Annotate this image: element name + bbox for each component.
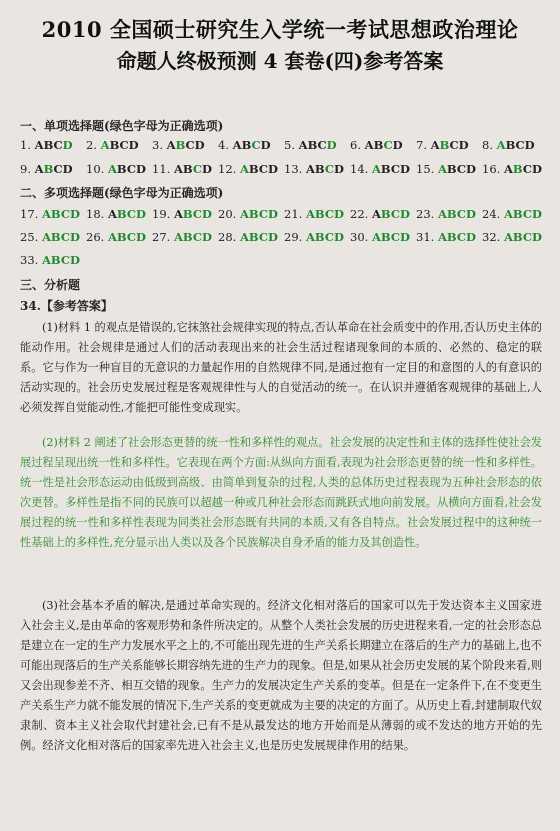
question-number: 26. xyxy=(86,230,108,244)
option-letter: A xyxy=(298,138,308,152)
question-number: 10. xyxy=(86,162,108,176)
answer-item xyxy=(416,207,476,221)
answer-item xyxy=(284,207,344,221)
option-letter: A xyxy=(107,207,117,221)
answer-item xyxy=(218,207,278,221)
correct-option-letter: A xyxy=(239,230,249,244)
answer-row xyxy=(20,207,550,225)
answer-item xyxy=(152,138,205,152)
correct-option-letter: C xyxy=(324,162,334,176)
option-letter: B xyxy=(373,138,384,152)
correct-option-letter: B xyxy=(446,230,457,244)
correct-option-letter: A xyxy=(107,230,117,244)
correct-option-letter: B xyxy=(446,207,457,221)
answer-item xyxy=(20,230,80,244)
correct-option-letter: C xyxy=(60,253,70,267)
question-number: 25. xyxy=(20,230,42,244)
correct-option-letter: B xyxy=(43,162,54,176)
question-number: 22. xyxy=(350,207,372,221)
question-34-heading: 34.【参考答案】 xyxy=(20,299,113,313)
question-number: 24. xyxy=(482,207,504,221)
option-letter: D xyxy=(465,162,476,176)
question-number: 23. xyxy=(416,207,438,221)
option-letter: D xyxy=(128,138,139,152)
question-number: 19. xyxy=(152,207,174,221)
answer-item xyxy=(152,162,212,176)
option-letter: A xyxy=(34,162,44,176)
correct-option-letter: D xyxy=(326,138,337,152)
question-number: 13. xyxy=(284,162,306,176)
option-letter: C xyxy=(390,162,400,176)
correct-option-letter: C xyxy=(251,138,261,152)
correct-option-letter: D xyxy=(69,207,80,221)
option-letter: D xyxy=(194,138,205,152)
correct-option-letter: C xyxy=(126,230,136,244)
correct-option-letter: A xyxy=(305,207,315,221)
option-letter: D xyxy=(201,162,212,176)
correct-option-letter: D xyxy=(465,230,476,244)
option-letter: B xyxy=(314,162,325,176)
correct-option-letter: A xyxy=(503,207,513,221)
correct-option-letter: D xyxy=(399,207,410,221)
answer-item xyxy=(86,207,146,221)
option-letter: C xyxy=(515,138,525,152)
correct-option-letter: A xyxy=(41,207,51,221)
section-heading-analysis: 三、分析题 xyxy=(20,278,81,292)
correct-option-letter: A xyxy=(503,230,513,244)
correct-option-letter: C xyxy=(522,230,532,244)
correct-option-letter: C xyxy=(192,207,202,221)
correct-option-letter: B xyxy=(182,207,193,221)
option-letter: B xyxy=(182,162,193,176)
correct-option-letter: D xyxy=(267,230,278,244)
correct-option-letter: B xyxy=(175,138,186,152)
correct-option-letter: D xyxy=(267,207,278,221)
answer-row xyxy=(20,162,550,180)
question-number: 17. xyxy=(20,207,42,221)
question-number: 1. xyxy=(20,138,35,152)
correct-option-letter: D xyxy=(399,230,410,244)
answer-item xyxy=(86,162,146,176)
correct-option-letter: C xyxy=(522,207,532,221)
answer-paragraph-3: (3)社会基本矛盾的解决,是通过革命实现的。经济文化相对落后的国家可以先于发达资本主义国家进入社会主义,是由革命的客观形势和条件所决定的。从整个人类社会发展的历史进程来看,一定的社会形态总是建立在一定的生产力发展水平之上的,不可能出现先进的生产关系长期建立在落后的生产力的基础上,也不可能出现落后的生产关系能够长期容纳先进的生产力的现象。但是,如果从社会历史发展的某个阶段来看,则又会出现参差不齐、相互交错的现象。生产力的发展决定生产关系的变革。但是在一定条件下,在不变更生产关系生产力就不能发展的情况下,生产关系的变更就成为主要的决定的方面了。从历史上看,封建制取代奴隶制、资本主义社会取代封建社会,已有不是从最发达的地方开始而是从薄弱的或不发达的地方开始的先例。经济文化相对落后的国家率先进入社会主义,也是历史发展规律作用的结果。 xyxy=(20,599,542,752)
answer-item xyxy=(482,207,542,221)
correct-option-letter: A xyxy=(239,207,249,221)
question-number: 14. xyxy=(350,162,372,176)
option-letter: B xyxy=(241,138,252,152)
option-letter: C xyxy=(185,138,195,152)
question-number: 2. xyxy=(86,138,101,152)
option-letter: C xyxy=(522,162,532,176)
correct-option-letter: D xyxy=(465,207,476,221)
correct-option-letter: A xyxy=(107,162,117,176)
question-number: 11. xyxy=(152,162,174,176)
correct-option-letter: C xyxy=(383,138,393,152)
correct-option-letter: D xyxy=(62,138,73,152)
answer-item xyxy=(218,162,278,176)
correct-option-letter: A xyxy=(305,230,315,244)
correct-option-letter: B xyxy=(314,207,325,221)
page-title-line1: 2010 全国硕士研究生入学统一考试思想政治理论 xyxy=(41,17,519,42)
answer-row xyxy=(20,253,550,271)
option-letter: A xyxy=(173,207,183,221)
correct-option-letter: C xyxy=(258,230,268,244)
answer-item xyxy=(284,162,344,176)
option-letter: C xyxy=(456,162,466,176)
option-letter: C xyxy=(449,138,459,152)
correct-option-letter: D xyxy=(135,207,146,221)
correct-option-letter: C xyxy=(192,230,202,244)
option-letter: A xyxy=(503,162,513,176)
correct-option-letter: A xyxy=(371,162,381,176)
correct-option-letter: D xyxy=(531,230,542,244)
option-letter: A xyxy=(166,138,176,152)
option-letter: C xyxy=(53,162,63,176)
correct-option-letter: A xyxy=(41,253,51,267)
correct-option-letter: B xyxy=(512,230,523,244)
correct-option-letter: D xyxy=(69,253,80,267)
correct-option-letter: D xyxy=(333,230,344,244)
option-letter: A xyxy=(364,138,374,152)
option-letter: C xyxy=(126,162,136,176)
correct-option-letter: A xyxy=(496,138,506,152)
correct-option-letter: B xyxy=(248,207,259,221)
page-title-line2: 命题人终极预测 4 套卷(四)参考答案 xyxy=(116,49,444,73)
question-number: 29. xyxy=(284,230,306,244)
correct-option-letter: B xyxy=(50,253,61,267)
option-letter: A xyxy=(305,162,315,176)
correct-option-letter: A xyxy=(437,162,447,176)
question-number: 20. xyxy=(218,207,240,221)
correct-option-letter: C xyxy=(60,230,70,244)
option-letter: C xyxy=(317,138,327,152)
option-letter: D xyxy=(135,162,146,176)
answer-item xyxy=(284,230,344,244)
question-number: 3. xyxy=(152,138,167,152)
correct-option-letter: A xyxy=(239,162,249,176)
answer-item xyxy=(20,207,80,221)
answer-item xyxy=(86,230,146,244)
correct-option-letter: B xyxy=(182,230,193,244)
option-letter: D xyxy=(267,162,278,176)
question-number: 6. xyxy=(350,138,365,152)
answer-item xyxy=(416,162,476,176)
question-number: 9. xyxy=(20,162,35,176)
correct-option-letter: D xyxy=(531,207,542,221)
correct-option-letter: B xyxy=(439,138,450,152)
answer-item xyxy=(482,162,542,176)
answer-item xyxy=(284,138,337,152)
option-letter: B xyxy=(307,138,318,152)
answer-item xyxy=(152,207,212,221)
answer-row xyxy=(20,230,550,248)
answer-item xyxy=(86,138,139,152)
answer-row xyxy=(20,138,550,156)
question-number: 21. xyxy=(284,207,306,221)
correct-option-letter: B xyxy=(380,230,391,244)
option-letter: A xyxy=(173,162,183,176)
option-letter: D xyxy=(333,162,344,176)
correct-option-letter: D xyxy=(69,230,80,244)
option-letter: A xyxy=(34,138,44,152)
option-letter: A xyxy=(371,207,381,221)
correct-option-letter: A xyxy=(437,207,447,221)
question-number: 27. xyxy=(152,230,174,244)
correct-option-letter: B xyxy=(50,207,61,221)
question-number: 33. xyxy=(20,253,42,267)
answer-paragraph-2: (2)材料 2 阐述了社会形态更替的统一性和多样性的观点。社会发展的决定性和主体的选择性使社会发展过程呈现出统一性和多样性。它表现在两个方面:从纵向方面看,表现为社会形态更替的统一性和多样性。统一性是社会形态运动由低级到高级、由简单到复杂的过程,人类的总体历史过程表现为五种社会形态的依次更替。多样性是指不同的民族可以超越一种或几种社会形态而跳跃式地向前发展。从横向方面看,社会发展过程的统一性和多样性表现为同类社会形态既有共同的本质,又有各自特点。社会发展过程中的这种统一性基础上的多样性,充分显示出人类以及各个民族解决自身矛盾的能力及其创造性。 xyxy=(20,436,542,549)
option-letter: D xyxy=(524,138,535,152)
option-letter: A xyxy=(232,138,242,152)
correct-option-letter: B xyxy=(512,162,523,176)
question-number: 28. xyxy=(218,230,240,244)
answer-item xyxy=(482,138,535,152)
correct-option-letter: B xyxy=(116,230,127,244)
correct-option-letter: D xyxy=(201,207,212,221)
option-letter: A xyxy=(430,138,440,152)
correct-option-letter: A xyxy=(437,230,447,244)
option-letter: B xyxy=(505,138,516,152)
correct-option-letter: C xyxy=(456,207,466,221)
option-letter: B xyxy=(446,162,457,176)
correct-option-letter: C xyxy=(456,230,466,244)
correct-option-letter: B xyxy=(380,207,391,221)
option-letter: C xyxy=(258,162,268,176)
correct-option-letter: A xyxy=(173,230,183,244)
question-number: 16. xyxy=(482,162,504,176)
option-letter: B xyxy=(43,138,54,152)
answer-item xyxy=(218,230,278,244)
question-number: 18. xyxy=(86,207,108,221)
option-letter: B xyxy=(116,162,127,176)
correct-option-letter: C xyxy=(192,162,202,176)
answer-item xyxy=(350,207,410,221)
option-letter: B xyxy=(109,138,120,152)
answer-item xyxy=(20,253,80,267)
option-letter: B xyxy=(248,162,259,176)
question-number: 32. xyxy=(482,230,504,244)
correct-option-letter: B xyxy=(116,207,127,221)
correct-option-letter: C xyxy=(390,230,400,244)
correct-option-letter: C xyxy=(324,207,334,221)
option-letter: D xyxy=(458,138,469,152)
option-letter: D xyxy=(531,162,542,176)
option-letter: D xyxy=(62,162,73,176)
correct-option-letter: A xyxy=(371,230,381,244)
question-number: 12. xyxy=(218,162,240,176)
correct-option-letter: D xyxy=(333,207,344,221)
option-letter: D xyxy=(392,138,403,152)
option-letter: C xyxy=(53,138,63,152)
section-heading-single-choice: 一、单项选择题(绿色字母为正确选项) xyxy=(20,119,224,133)
question-number: 30. xyxy=(350,230,372,244)
question-number: 8. xyxy=(482,138,497,152)
correct-option-letter: A xyxy=(100,138,110,152)
section-heading-multiple-choice: 二、多项选择题(绿色字母为正确选项) xyxy=(20,186,224,200)
correct-option-letter: B xyxy=(314,230,325,244)
option-letter: B xyxy=(380,162,391,176)
answer-item xyxy=(416,138,469,152)
correct-option-letter: A xyxy=(41,230,51,244)
option-letter: D xyxy=(399,162,410,176)
answer-item xyxy=(350,230,410,244)
question-number: 31. xyxy=(416,230,438,244)
question-number: 4. xyxy=(218,138,233,152)
option-letter: D xyxy=(260,138,271,152)
correct-option-letter: C xyxy=(126,207,136,221)
answer-paragraph-1: (1)材料 1 的观点是错误的,它抹煞社会规律实现的特点,否认革命在社会质变中的作用,否认历史主体的能动作用。社会规律是通过人们的活动表现出来的社会生活过程诸现象间的本质的、必然的、稳定的联系。它与作为一种盲目的无意识的力量起作用的自然规律不同,是通过抱有一定目的和意图的人的有意识的活动实现的。社会历史发展过程是客观规律性与人的自觉活动的统一。在认识并遵循客观规律的基础上,人必须发挥自觉能动性,才能把可能性变成现实。 xyxy=(20,321,542,414)
answer-item xyxy=(482,230,542,244)
question-number: 7. xyxy=(416,138,431,152)
correct-option-letter: C xyxy=(60,207,70,221)
correct-option-letter: C xyxy=(324,230,334,244)
correct-option-letter: B xyxy=(512,207,523,221)
question-number: 5. xyxy=(284,138,299,152)
correct-option-letter: C xyxy=(258,207,268,221)
question-number: 15. xyxy=(416,162,438,176)
correct-option-letter: D xyxy=(201,230,212,244)
answer-item xyxy=(152,230,212,244)
answer-item xyxy=(20,162,73,176)
correct-option-letter: B xyxy=(50,230,61,244)
correct-option-letter: D xyxy=(135,230,146,244)
answer-item xyxy=(350,138,403,152)
correct-option-letter: C xyxy=(390,207,400,221)
answer-item xyxy=(350,162,410,176)
correct-option-letter: B xyxy=(248,230,259,244)
option-letter: C xyxy=(119,138,129,152)
answer-item xyxy=(20,138,73,152)
answer-item xyxy=(218,138,271,152)
answer-item xyxy=(416,230,476,244)
